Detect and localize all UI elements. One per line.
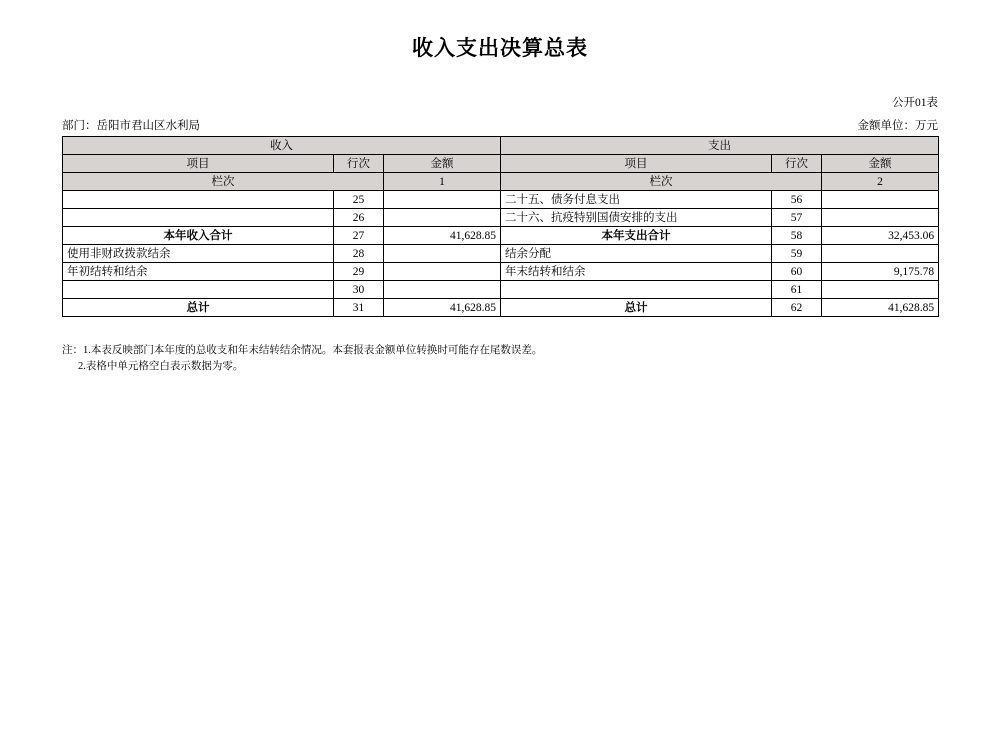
amount-unit-label: 金额单位：万元 — [857, 120, 938, 132]
expenditure-amount — [822, 281, 939, 299]
expenditure-line: 58 — [772, 227, 822, 245]
expenditure-line: 61 — [772, 281, 822, 299]
table-row — [63, 263, 939, 281]
expenditure-amount — [822, 209, 939, 227]
table-row — [63, 227, 939, 245]
income-line: 28 — [334, 245, 384, 263]
expenditure-item: 结余分配 — [501, 245, 772, 263]
income-item — [63, 209, 334, 227]
page-title: 收入支出决算总表 — [412, 36, 588, 60]
form-code: 公开01表 — [892, 97, 938, 109]
expenditure-item: 二十六、抗疫特别国债安排的支出 — [501, 209, 772, 227]
expenditure-amount — [822, 191, 939, 209]
income-line: 27 — [334, 227, 384, 245]
income-item: 使用非财政拨款结余 — [63, 245, 334, 263]
col-header-expenditure-amount: 金额 — [822, 155, 939, 173]
meta-row — [62, 117, 938, 133]
expenditure-line: 60 — [772, 263, 822, 281]
note-line-2: 2.表格中单元格空白表示数据为零。 — [78, 361, 244, 372]
income-amount — [384, 263, 501, 281]
note-line-1: 注：1.本表反映部门本年度的总收支和年末结转结余情况。本套报表金额单位转换时可能存在尾数误差。 — [62, 345, 543, 356]
expenditure-item — [501, 281, 772, 299]
expenditure-item: 本年支出合计 — [501, 227, 772, 245]
table-row — [63, 299, 939, 317]
expenditure-amount — [822, 245, 939, 263]
column-index-label-income: 栏次 — [63, 173, 384, 191]
table-column-index-row — [63, 173, 939, 191]
group-header-income: 收入 — [63, 137, 501, 155]
income-line: 31 — [334, 299, 384, 317]
column-index-value-income: 1 — [384, 173, 501, 191]
expenditure-line: 57 — [772, 209, 822, 227]
expenditure-amount: 32,453.06 — [822, 227, 939, 245]
income-line: 30 — [334, 281, 384, 299]
income-amount — [384, 191, 501, 209]
table-column-header-row — [63, 155, 939, 173]
income-item — [63, 191, 334, 209]
col-header-income-amount: 金额 — [384, 155, 501, 173]
table-row — [63, 281, 939, 299]
income-line: 25 — [334, 191, 384, 209]
table-row — [63, 191, 939, 209]
expenditure-amount: 9,175.78 — [822, 263, 939, 281]
col-header-income-line: 行次 — [334, 155, 384, 173]
expenditure-line: 59 — [772, 245, 822, 263]
group-header-expenditure: 支出 — [501, 137, 939, 155]
expenditure-item: 总计 — [501, 299, 772, 317]
income-amount — [384, 209, 501, 227]
income-amount: 41,628.85 — [384, 227, 501, 245]
income-item: 本年收入合计 — [63, 227, 334, 245]
col-header-income-item: 项目 — [63, 155, 334, 173]
col-header-expenditure-line: 行次 — [772, 155, 822, 173]
income-line: 29 — [334, 263, 384, 281]
expenditure-item: 年末结转和结余 — [501, 263, 772, 281]
income-amount — [384, 245, 501, 263]
income-line: 26 — [334, 209, 384, 227]
column-index-value-expenditure: 2 — [822, 173, 939, 191]
income-item — [63, 281, 334, 299]
budget-table — [62, 136, 939, 317]
expenditure-amount: 41,628.85 — [822, 299, 939, 317]
income-amount: 41,628.85 — [384, 299, 501, 317]
table-row — [63, 209, 939, 227]
table-group-header-row — [63, 137, 939, 155]
expenditure-item: 二十五、债务付息支出 — [501, 191, 772, 209]
income-item: 总计 — [63, 299, 334, 317]
expenditure-line: 62 — [772, 299, 822, 317]
income-item: 年初结转和结余 — [63, 263, 334, 281]
col-header-expenditure-item: 项目 — [501, 155, 772, 173]
table-row — [63, 245, 939, 263]
department-label: 部门：岳阳市君山区水利局 — [62, 120, 200, 132]
column-index-label-expenditure: 栏次 — [501, 173, 822, 191]
income-amount — [384, 281, 501, 299]
document-page — [0, 32, 1000, 738]
table-notes — [62, 343, 542, 375]
budget-table-container — [62, 136, 938, 317]
expenditure-line: 56 — [772, 191, 822, 209]
